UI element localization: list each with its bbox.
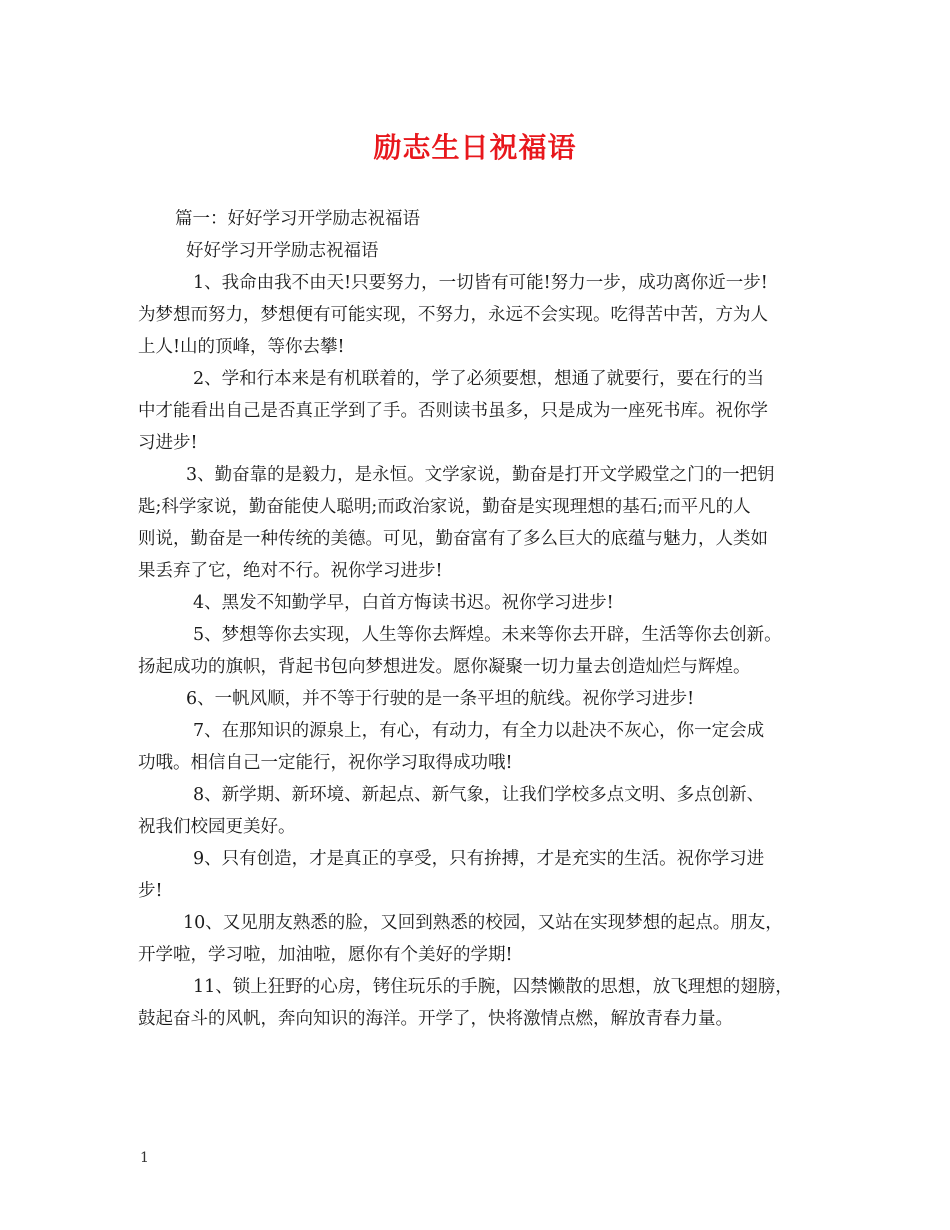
paragraph-line: 功哦。相信自己一定能行，祝你学习取得成功哦! (138, 753, 513, 773)
paragraph-line: 3、勤奋靠的是毅力，是永恒。文学家说，勤奋是打开文学殿堂之门的一把钥 (186, 465, 775, 485)
paragraph-line: 上人!山的顶峰，等你去攀! (138, 337, 345, 357)
paragraph-line: 开学啦，学习啦，加油啦，愿你有个美好的学期! (138, 945, 513, 965)
paragraph-line: 9、只有创造，才是真正的享受，只有拚搏，才是充实的生活。祝你学习进 (193, 849, 765, 869)
paragraph-line: 1、我命由我不由天!只要努力，一切皆有可能!努力一步，成功离你近一步! (193, 273, 768, 293)
paragraph-line: 7、在那知识的源泉上，有心，有动力，有全力以赴决不灰心，你一定会成 (193, 721, 765, 741)
paragraph-line: 11、锁上狂野的心房，铐住玩乐的手腕，囚禁懒散的思想，放飞理想的翅膀， (193, 977, 793, 997)
page-number: 1 (140, 1150, 149, 1166)
paragraph-line: 4、黑发不知勤学早，白首方悔读书迟。祝你学习进步! (193, 593, 614, 613)
paragraph-line: 鼓起奋斗的风帆，奔向知识的海洋。开学了，快将激情点燃，解放青春力量。 (138, 1009, 733, 1029)
document-body (138, 203, 828, 1035)
paragraph-line: 匙;科学家说，勤奋能使人聪明;而政治家说，勤奋是实现理想的基石;而平凡的人 (138, 497, 751, 517)
paragraph-line: 10、又见朋友熟悉的脸，又回到熟悉的校园，又站在实现梦想的起点。朋友， (183, 913, 783, 933)
paragraph-line: 中才能看出自己是否真正学到了手。否则读书虽多，只是成为一座死书库。祝你学 (138, 401, 768, 421)
subsection-heading: 好好学习开学励志祝福语 (186, 241, 379, 261)
paragraph-line: 则说，勤奋是一种传统的美德。可见，勤奋富有了多么巨大的底蕴与魅力，人类如 (138, 529, 768, 549)
paragraph-line: 果丢弃了它，绝对不行。祝你学习进步! (138, 561, 443, 581)
section-heading: 篇一：好好学习开学励志祝福语 (175, 209, 420, 229)
paragraph-line: 为梦想而努力，梦想便有可能实现，不努力，永远不会实现。吃得苦中苦，方为人 (138, 305, 768, 325)
paragraph-line: 6、一帆风顺，并不等于行驶的是一条平坦的航线。祝你学习进步! (186, 689, 695, 709)
paragraph-line: 8、新学期、新环境、新起点、新气象，让我们学校多点文明、多点创新、 (193, 785, 765, 805)
document-title: 励志生日祝福语 (373, 131, 577, 164)
paragraph-line: 习进步! (138, 433, 198, 453)
paragraph-line: 祝我们校园更美好。 (138, 817, 296, 837)
paragraph-line: 扬起成功的旗帜，背起书包向梦想进发。愿你凝聚一切力量去创造灿烂与辉煌。 (138, 657, 751, 677)
paragraph-line: 2、学和行本来是有机联着的，学了必须要想，想通了就要行，要在行的当 (193, 369, 765, 389)
paragraph-line: 步! (138, 881, 163, 901)
paragraph-line: 5、梦想等你去实现，人生等你去辉煌。未来等你去开辟，生活等你去创新。 (193, 625, 782, 645)
